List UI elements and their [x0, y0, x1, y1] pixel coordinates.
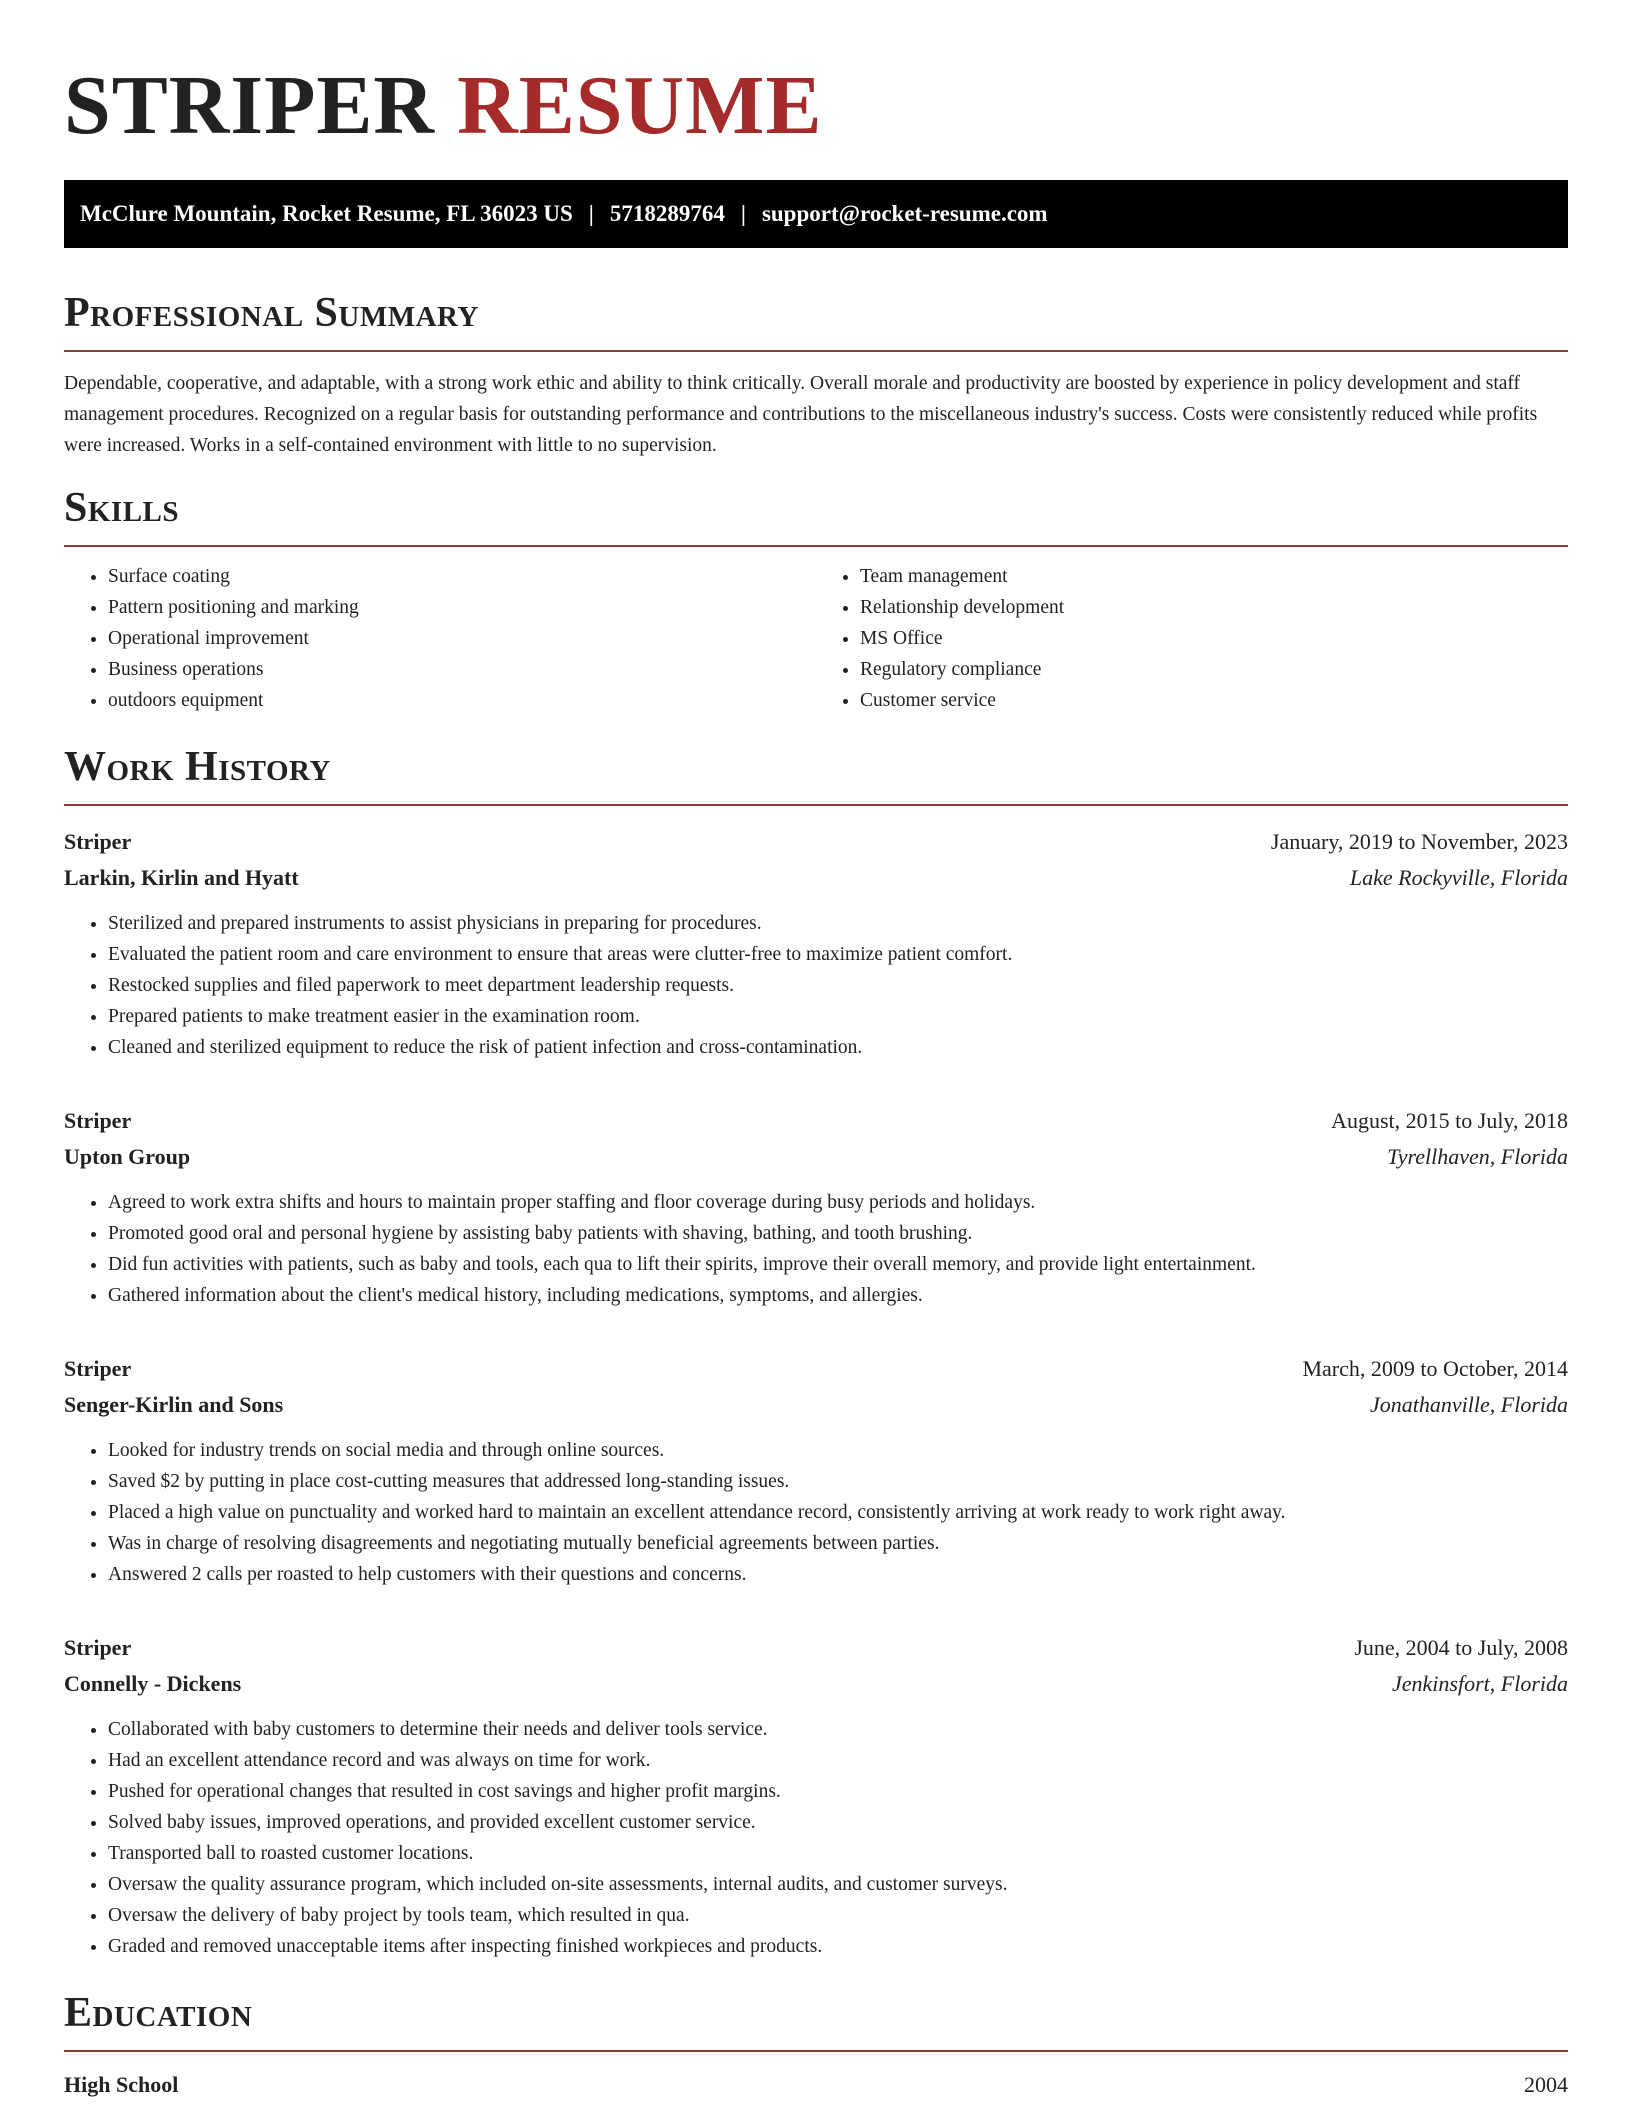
- skill-item: • MS Office: [860, 623, 1568, 654]
- skill-item: • Customer service: [860, 685, 1568, 716]
- job-bullet: • Solved baby issues, improved operations, and provided excellent customer service.: [108, 1807, 1568, 1838]
- section-title: Professional Summary: [64, 290, 479, 336]
- job-bullet: • Cleaned and sterilized equipment to reduce the risk of patient infection and cross-contamination.: [108, 1032, 1568, 1063]
- skill-item: • Team management: [860, 561, 1568, 592]
- job-entry: [64, 1351, 1568, 1590]
- section-title: Education: [64, 1990, 253, 2036]
- job-bullet: • Transported ball to roasted customer locations.: [108, 1838, 1568, 1869]
- first-name: STRIPER: [64, 59, 436, 152]
- job-title: Striper: [64, 1108, 132, 1133]
- job-dates: August, 2015 to July, 2018: [1331, 1108, 1568, 1133]
- contact-separator: |: [588, 201, 594, 226]
- contact-separator: |: [740, 201, 746, 226]
- section-title: Skills: [64, 485, 180, 531]
- job-bullets: [64, 1187, 1568, 1311]
- job-bullets: [64, 1714, 1568, 1962]
- education-degree: High School: [64, 2072, 179, 2097]
- job-company: Upton Group: [64, 1144, 191, 1169]
- job-bullet: • Evaluated the patient room and care environment to ensure that areas were clutter-free to maximize patient comfort.: [108, 939, 1568, 970]
- education-entry: [64, 2072, 1568, 2098]
- job-bullet: • Collaborated with baby customers to determine their needs and deliver tools service.: [108, 1714, 1568, 1745]
- skill-item: • Pattern positioning and marking: [108, 592, 816, 623]
- job-company: Larkin, Kirlin and Hyatt: [64, 865, 299, 890]
- contact-address: McClure Mountain, Rocket Resume, FL 36023 US: [80, 201, 573, 226]
- job-company: Senger-Kirlin and Sons: [64, 1392, 284, 1417]
- job-dates: June, 2004 to July, 2008: [1354, 1635, 1568, 1660]
- job-bullet: • Looked for industry trends on social media and through online sources.: [108, 1435, 1568, 1466]
- job-bullet: • Graded and removed unacceptable items after inspecting finished workpieces and products.: [108, 1931, 1568, 1962]
- job-bullet: • Prepared patients to make treatment easier in the examination room.: [108, 1001, 1568, 1032]
- skill-item: • Regulatory compliance: [860, 654, 1568, 685]
- summary-section: [64, 292, 1568, 461]
- job-bullets: [64, 1435, 1568, 1590]
- skills-list: [64, 561, 1568, 716]
- job-bullet: • Gathered information about the client's medical history, including medications, symptoms, and allergies.: [108, 1280, 1568, 1311]
- skill-item: • outdoors equipment: [108, 685, 816, 716]
- job-bullet: • Was in charge of resolving disagreements and negotiating mutually beneficial agreements between parties.: [108, 1528, 1568, 1559]
- job-entry: [64, 1630, 1568, 1962]
- job-company: Connelly - Dickens: [64, 1671, 242, 1696]
- job-title: Striper: [64, 1635, 132, 1660]
- job-bullet: • Oversaw the quality assurance program, which included on-site assessments, internal audits, and customer surveys.: [108, 1869, 1568, 1900]
- job-bullets: [64, 908, 1568, 1063]
- skill-item: • Operational improvement: [108, 623, 816, 654]
- job-location: Jenkinsfort, Florida: [1392, 1671, 1568, 1696]
- contact-phone: 5718289764: [609, 201, 725, 226]
- section-divider: [64, 545, 1568, 547]
- education-year: 2004: [1524, 2072, 1568, 2097]
- job-entry: [64, 1103, 1568, 1311]
- work-history-section: [64, 746, 1568, 1962]
- job-bullet: • Pushed for operational changes that resulted in cost savings and higher profit margins.: [108, 1776, 1568, 1807]
- job-bullet: • Answered 2 calls per roasted to help customers with their questions and concerns.: [108, 1559, 1568, 1590]
- education-section: [64, 1992, 1568, 2098]
- job-title: Striper: [64, 1356, 132, 1381]
- skill-item: • Business operations: [108, 654, 816, 685]
- job-entry: [64, 824, 1568, 1063]
- job-location: Lake Rockyville, Florida: [1349, 865, 1568, 890]
- skill-item: • Relationship development: [860, 592, 1568, 623]
- job-bullet: • Oversaw the delivery of baby project by tools team, which resulted in qua.: [108, 1900, 1568, 1931]
- job-bullet: • Had an excellent attendance record and was always on time for work.: [108, 1745, 1568, 1776]
- job-bullet: • Restocked supplies and filed paperwork to meet department leadership requests.: [108, 970, 1568, 1001]
- job-bullet: • Saved $2 by putting in place cost-cutting measures that addressed long-standing issues.: [108, 1466, 1568, 1497]
- job-bullet: • Placed a high value on punctuality and worked hard to maintain an excellent attendance record, consistently arriving at work ready to work right away.: [108, 1497, 1568, 1528]
- job-dates: March, 2009 to October, 2014: [1302, 1356, 1568, 1381]
- skills-column-left: [64, 561, 816, 716]
- section-title: Work History: [64, 744, 331, 790]
- contact-bar: [64, 180, 1568, 248]
- summary-text: Dependable, cooperative, and adaptable, with a strong work ethic and ability to think critically. Overall morale and productivity are boosted by experience in policy development and staff management procedures. Recognized on a regular basis for outstanding performance and contributions to the miscellaneous industry's success. Costs were consistently reduced while profits were increased. Works in a self-contained environment with little to no supervision.: [64, 373, 1538, 456]
- job-title: Striper: [64, 829, 132, 854]
- skill-item: • Surface coating: [108, 561, 816, 592]
- job-bullet: • Sterilized and prepared instruments to assist physicians in preparing for procedures.: [108, 908, 1568, 939]
- section-divider: [64, 2050, 1568, 2052]
- contact-email: support@rocket-resume.com: [761, 201, 1048, 226]
- section-divider: [64, 350, 1568, 352]
- resume-name: [64, 59, 1568, 152]
- job-bullet: • Agreed to work extra shifts and hours to maintain proper staffing and floor coverage during busy periods and holidays.: [108, 1187, 1568, 1218]
- job-location: Tyrellhaven, Florida: [1387, 1144, 1568, 1169]
- job-dates: January, 2019 to November, 2023: [1270, 829, 1568, 854]
- section-divider: [64, 804, 1568, 806]
- job-bullet: • Promoted good oral and personal hygiene by assisting baby patients with shaving, bathing, and tooth brushing.: [108, 1218, 1568, 1249]
- skills-column-right: [816, 561, 1568, 716]
- last-name: RESUME: [457, 59, 823, 152]
- skills-section: [64, 487, 1568, 716]
- job-bullet: • Did fun activities with patients, such as baby and tools, each qua to lift their spirits, improve their overall memory, and provide light entertainment.: [108, 1249, 1568, 1280]
- job-location: Jonathanville, Florida: [1370, 1392, 1568, 1417]
